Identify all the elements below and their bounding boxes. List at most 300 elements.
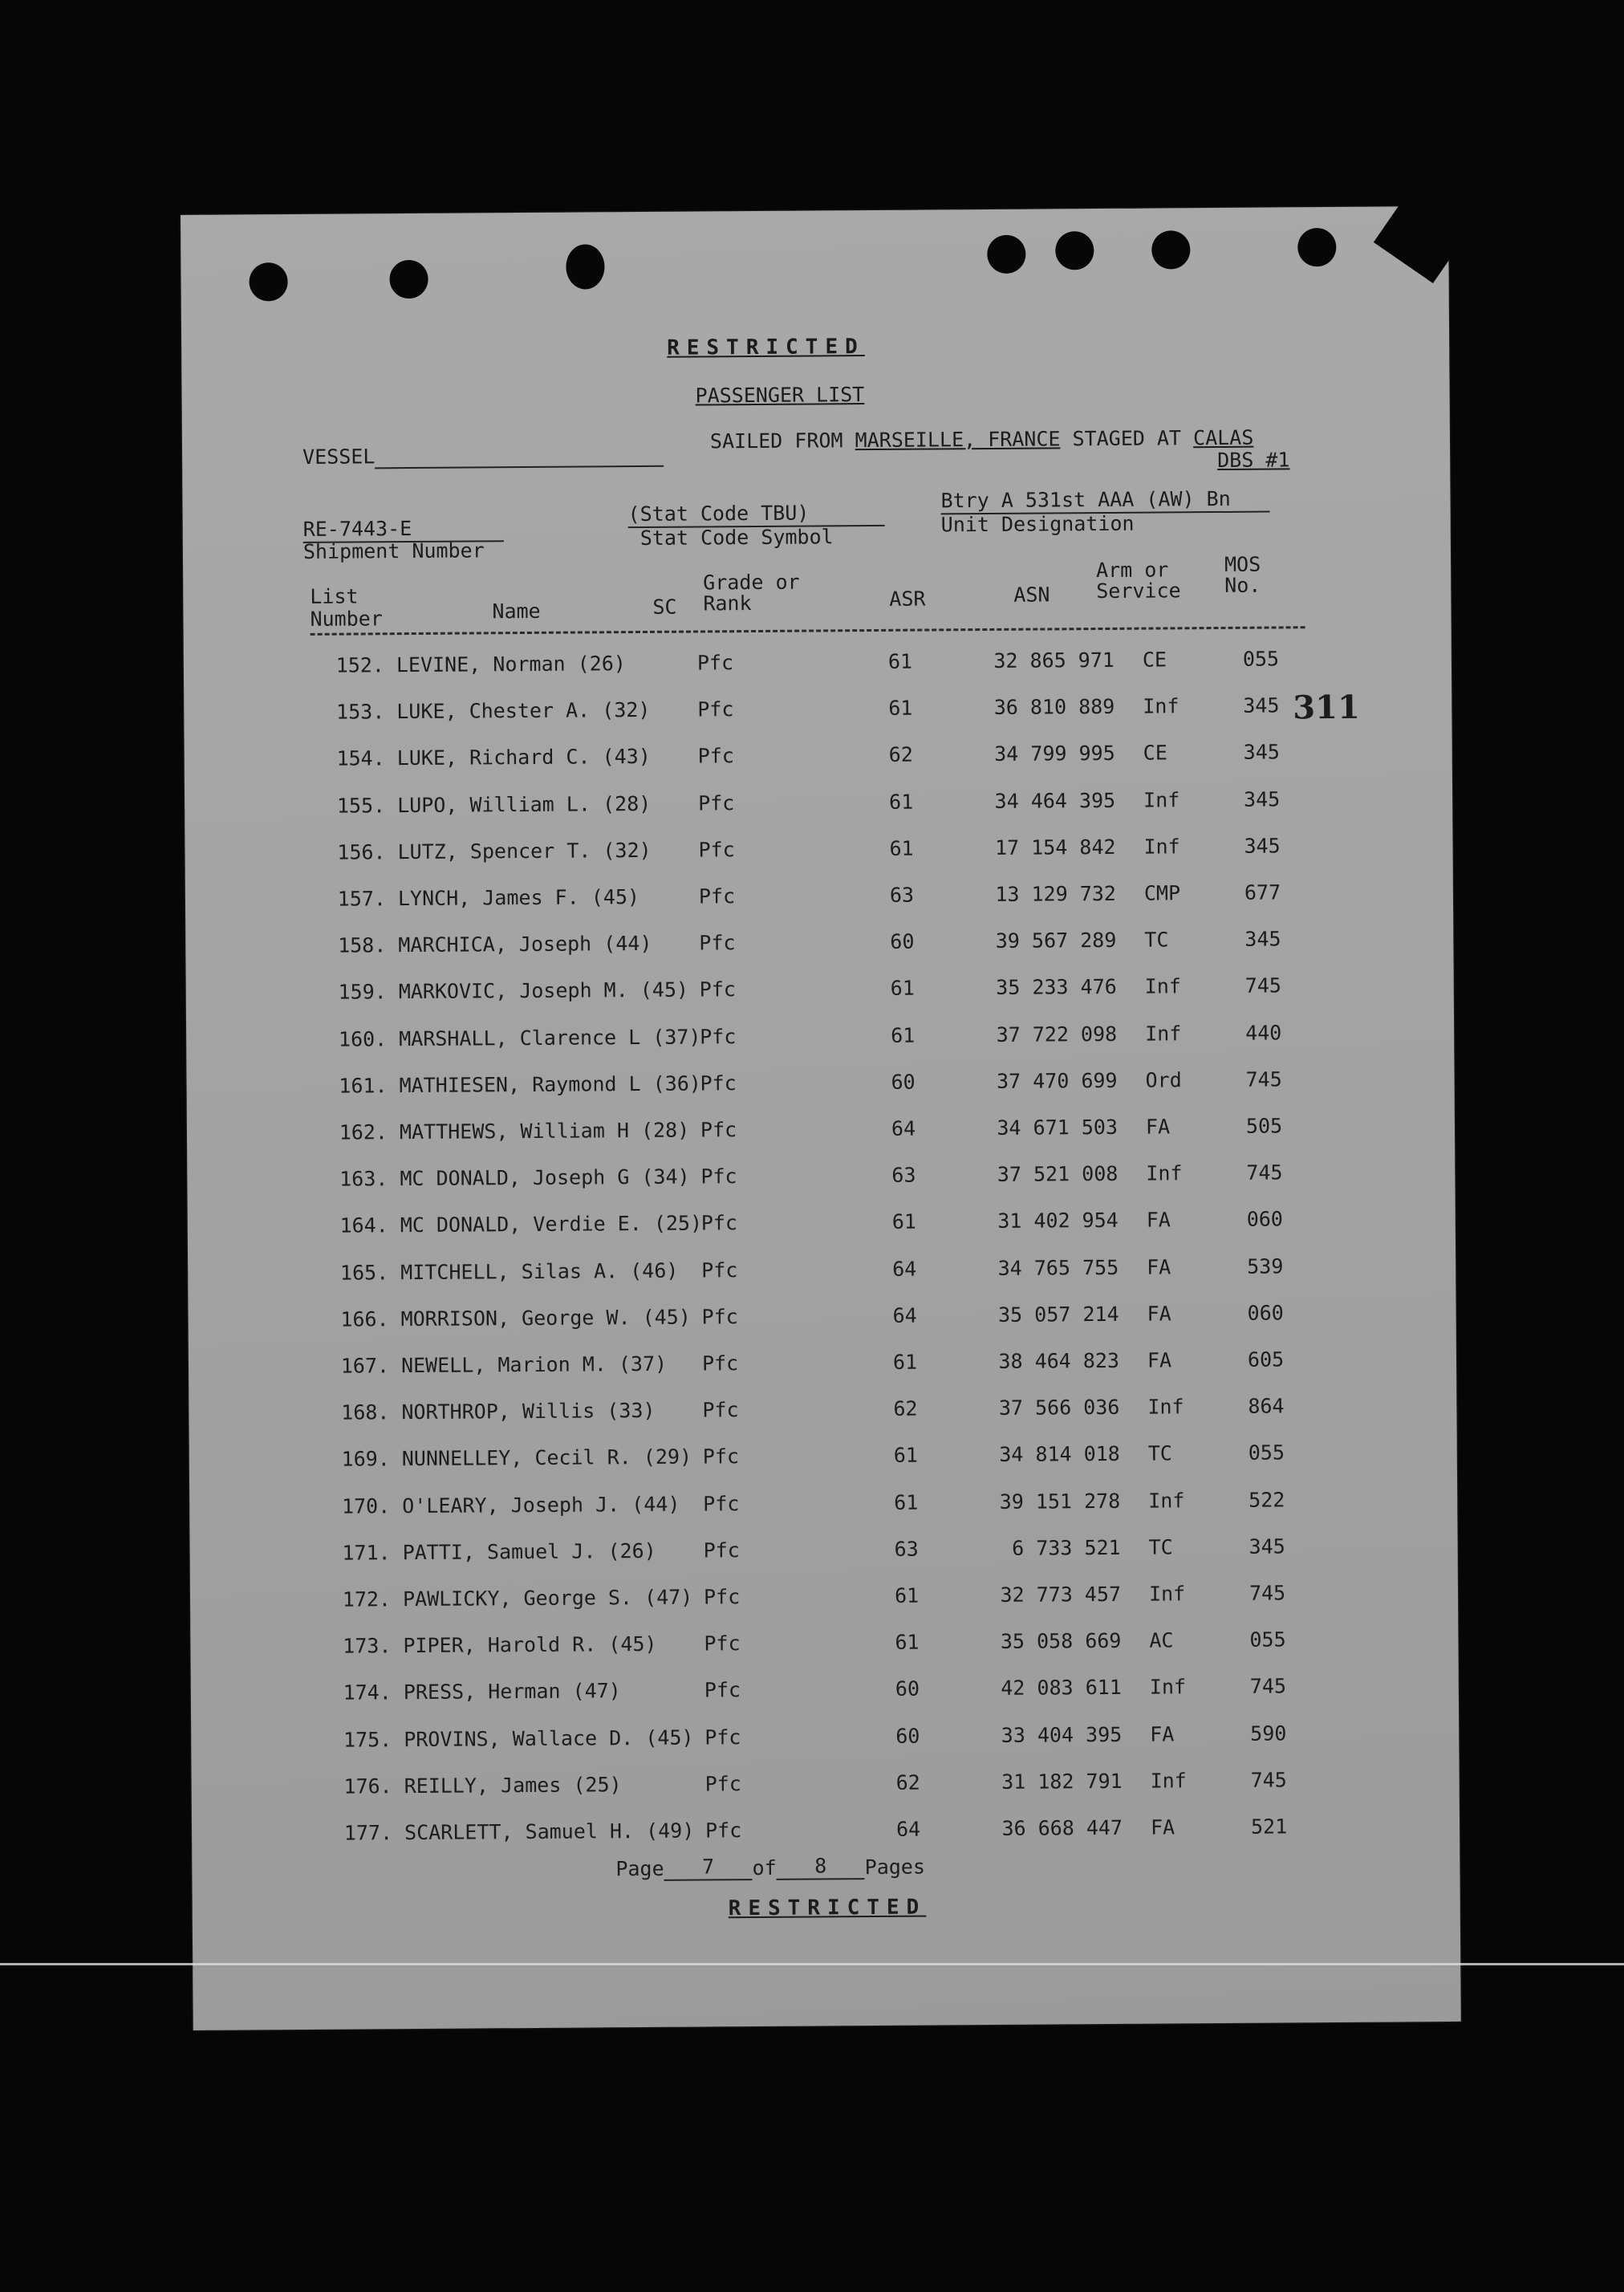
staged-at-label: STAGED AT: [1072, 426, 1182, 451]
punch-hole: [1297, 228, 1336, 266]
sc-value: (44): [631, 1492, 680, 1517]
arm-service: TC: [1147, 1441, 1173, 1465]
mos-number: 521: [1250, 1814, 1288, 1839]
table-row: [189, 1487, 1393, 1527]
asn-value: 34 799 995: [994, 741, 1115, 766]
col-list-header-1: List: [310, 584, 359, 608]
mos-number: 605: [1247, 1347, 1285, 1372]
asn-value: 36 668 447: [1001, 1815, 1123, 1840]
arm-service: Inf: [1148, 1489, 1185, 1513]
list-number: 152.: [335, 653, 385, 677]
arm-service: Inf: [1145, 1022, 1182, 1046]
name-sc-cell: [400, 1259, 678, 1285]
sc-value: (47): [572, 1679, 621, 1703]
table-row: [185, 787, 1388, 827]
arm-service: CMP: [1143, 881, 1181, 905]
sc-value: (37): [652, 1025, 701, 1049]
sc-value: (37): [618, 1351, 668, 1376]
passenger-name: MC DONALD, Verdie E.: [400, 1212, 642, 1237]
arm-service: Inf: [1147, 1395, 1184, 1419]
list-number: 164.: [339, 1213, 388, 1237]
grade-rank: Pfc: [699, 931, 736, 955]
sailed-from: [710, 426, 1254, 454]
asn-value: 13 129 732: [995, 881, 1117, 906]
mos-number: 864: [1248, 1394, 1285, 1418]
sc-value: (33): [607, 1398, 656, 1423]
sc-value: (34): [641, 1164, 690, 1189]
mos-number: 060: [1246, 1207, 1284, 1231]
grade-rank: Pfc: [701, 1351, 739, 1376]
table-row: [189, 1440, 1393, 1480]
page-label: Page: [615, 1856, 664, 1881]
name-sc-cell: [402, 1493, 680, 1518]
sc-value: (45): [591, 885, 640, 909]
table-row: [188, 1254, 1391, 1294]
sc-value: (46): [630, 1258, 679, 1283]
col-name-header: Name: [492, 599, 541, 624]
asn-value: 34 671 503: [997, 1115, 1119, 1140]
table-row: [184, 647, 1387, 687]
shipment-number-value: RE-7443-E: [303, 516, 504, 543]
list-number: 165.: [339, 1261, 389, 1285]
passenger-name: MARSHALL, Clarence L: [399, 1026, 641, 1051]
asr-value: 63: [891, 1163, 916, 1187]
arm-service: Inf: [1150, 1769, 1187, 1793]
table-row: [190, 1534, 1394, 1574]
grade-rank: Pfc: [704, 1772, 741, 1796]
name-sc-cell: [398, 885, 639, 911]
asn-value: 37 470 699: [996, 1068, 1118, 1093]
mos-number: 505: [1245, 1114, 1283, 1138]
asn-value: 35 058 669: [1000, 1628, 1122, 1653]
mos-number: 055: [1249, 1628, 1286, 1652]
document-page: [181, 206, 1461, 2030]
name-sc-cell: [399, 978, 688, 1005]
sailed-from-value: MARSEILLE, FRANCE: [855, 427, 1061, 453]
col-list-header-2: Number: [310, 607, 383, 631]
asn-value: 37 521 008: [997, 1161, 1119, 1186]
mos-number: 745: [1248, 1581, 1286, 1605]
mos-number: 345: [1244, 787, 1281, 811]
grade-rank: Pfc: [701, 1305, 738, 1329]
asn-value: 37 566 036: [998, 1395, 1120, 1420]
passenger-name: NUNNELLEY, Cecil R.: [401, 1445, 631, 1471]
arm-service: Inf: [1143, 694, 1179, 718]
name-sc-cell: [404, 1679, 621, 1705]
list-number: 162.: [339, 1120, 388, 1144]
arm-service: Inf: [1143, 835, 1180, 859]
table-row: [186, 1021, 1390, 1061]
mos-number: 345: [1243, 740, 1280, 764]
list-number: 166.: [340, 1307, 389, 1331]
passenger-name: PROVINS, Wallace D.: [404, 1726, 634, 1752]
asr-value: 63: [894, 1537, 919, 1561]
name-sc-cell: [401, 1399, 655, 1424]
asr-value: 64: [891, 1116, 916, 1140]
asn-value: 39 151 278: [999, 1489, 1121, 1514]
vessel-field: [302, 443, 664, 469]
arm-service: Inf: [1144, 974, 1181, 998]
asr-value: 61: [893, 1443, 919, 1467]
asr-value: 60: [895, 1724, 920, 1748]
sc-value: (43): [602, 744, 651, 769]
name-sc-cell: [400, 1119, 689, 1145]
grade-rank: Pfc: [703, 1538, 740, 1563]
asn-value: 34 464 395: [994, 788, 1116, 813]
vessel-blank: [376, 465, 664, 469]
list-number: 169.: [341, 1447, 390, 1471]
of-label: of: [752, 1855, 777, 1880]
list-number: 168.: [341, 1400, 390, 1424]
list-number: 170.: [341, 1494, 391, 1518]
arm-service: Ord: [1145, 1068, 1182, 1092]
mos-number: 345: [1244, 927, 1281, 951]
sc-value: (25): [573, 1773, 622, 1797]
sc-value: (32): [602, 697, 651, 722]
sc-value: (28): [640, 1118, 690, 1143]
shipment-number-label: Shipment Number: [302, 538, 485, 563]
grade-rank: Pfc: [704, 1725, 741, 1749]
grade-rank: Pfc: [697, 744, 734, 768]
unit-designation: [940, 487, 1269, 515]
stat-code-label: Stat Code Symbol: [639, 525, 834, 551]
name-sc-cell: [397, 839, 651, 864]
asn-value: 31 182 791: [1001, 1769, 1123, 1794]
grade-rank: Pfc: [704, 1678, 741, 1702]
table-row: [189, 1347, 1392, 1387]
table-row: [185, 880, 1389, 920]
name-sc-cell: [399, 1071, 701, 1098]
passenger-name: PATTI, Samuel J.: [402, 1539, 596, 1565]
col-mos-header-1: MOS: [1224, 552, 1261, 576]
passenger-name: MARCHICA, Joseph: [398, 932, 592, 957]
page-total: 8: [777, 1854, 865, 1880]
sc-value: (36): [652, 1071, 701, 1095]
punch-hole: [1151, 230, 1190, 269]
asn-value: 32 773 457: [1000, 1582, 1122, 1607]
list-number: 163.: [339, 1167, 388, 1191]
asn-value: 32 865 971: [993, 648, 1114, 673]
arm-service: Inf: [1149, 1675, 1187, 1699]
name-sc-cell: [398, 932, 652, 957]
document-title: RESTRICTED: [667, 335, 865, 360]
asr-value: 61: [888, 696, 913, 720]
punch-hole: [389, 260, 428, 299]
grade-rank: Pfc: [700, 1071, 737, 1095]
name-sc-cell: [396, 652, 626, 677]
asn-value: 33 404 395: [1001, 1722, 1123, 1747]
arm-service: Inf: [1146, 1161, 1183, 1185]
passenger-name: PRESS, Herman: [403, 1679, 561, 1705]
arm-service: AC: [1149, 1628, 1174, 1652]
grade-rank: Pfc: [702, 1398, 739, 1422]
name-sc-cell: [403, 1586, 692, 1612]
name-sc-cell: [403, 1632, 656, 1658]
asr-value: 61: [894, 1583, 920, 1607]
passenger-name: PIPER, Harold R.: [403, 1632, 597, 1658]
list-number: 174.: [343, 1680, 392, 1705]
mos-number: 345: [1243, 693, 1280, 717]
asn-value: 17 154 842: [994, 835, 1116, 860]
asr-value: 61: [895, 1630, 920, 1654]
side-number: 311: [1293, 688, 1360, 727]
table-row: [191, 1721, 1395, 1761]
grade-rank: Pfc: [704, 1819, 742, 1843]
asn-value: 42 083 611: [1001, 1675, 1122, 1700]
passenger-name: MATHIESEN, Raymond L: [399, 1072, 641, 1098]
name-sc-cell: [401, 1352, 667, 1378]
vessel-label: VESSEL: [302, 445, 376, 469]
asr-value: 62: [895, 1770, 920, 1794]
col-asn-header: ASN: [1013, 583, 1050, 607]
passenger-name: LYNCH, James F.: [397, 885, 579, 911]
asr-value: 60: [890, 929, 915, 953]
table-row: [185, 740, 1388, 780]
asr-value: 61: [894, 1490, 919, 1514]
passenger-name: MC DONALD, Joseph G: [400, 1165, 630, 1191]
passenger-name: LEVINE, Norman: [396, 652, 566, 677]
list-number: 172.: [342, 1587, 392, 1611]
asn-value: 34 814 018: [999, 1441, 1120, 1466]
mos-number: 745: [1244, 973, 1281, 998]
col-grade-header-1: Grade or: [703, 570, 800, 595]
asr-value: 63: [889, 883, 915, 907]
sailed-from-label: SAILED FROM: [709, 429, 843, 453]
grade-rank: Pfc: [699, 977, 737, 1002]
mos-number: 522: [1248, 1488, 1285, 1512]
stat-code-value: (Stat Code TBU): [628, 501, 885, 528]
grade-rank: Pfc: [702, 1445, 740, 1469]
grade-rank: Pfc: [697, 697, 734, 721]
passenger-name: PAWLICKY, George S.: [402, 1586, 633, 1611]
grade-rank: Pfc: [703, 1585, 741, 1609]
mos-number: 745: [1249, 1674, 1287, 1698]
mos-number: 345: [1248, 1534, 1285, 1558]
name-sc-cell: [401, 1306, 691, 1332]
arm-service: CE: [1142, 648, 1167, 672]
grade-rank: Pfc: [700, 1164, 737, 1189]
table-row: [192, 1767, 1395, 1807]
torn-corner: [1374, 169, 1484, 283]
list-number: 154.: [336, 746, 385, 770]
passenger-name: MATTHEWS, William H: [399, 1119, 630, 1144]
stat-code: [628, 501, 885, 528]
col-arm-header-1: Arm or: [1096, 558, 1169, 583]
arm-service: FA: [1147, 1302, 1171, 1326]
asr-value: 64: [892, 1303, 917, 1327]
arm-service: CE: [1143, 741, 1167, 765]
asn-value: 31 402 954: [997, 1208, 1119, 1233]
table-row: [190, 1580, 1394, 1620]
arm-service: FA: [1147, 1348, 1172, 1372]
asr-value: 61: [892, 1350, 918, 1374]
arm-service: Inf: [1143, 788, 1180, 812]
asr-value: 61: [889, 836, 914, 860]
table-row: [188, 1206, 1391, 1246]
passenger-name: MARKOVIC, Joseph M.: [398, 978, 628, 1004]
passenger-name: NEWELL, Marion M.: [400, 1352, 607, 1378]
grade-rank: Pfc: [700, 1211, 738, 1235]
table-row: [192, 1814, 1395, 1854]
mos-number: 060: [1247, 1301, 1284, 1325]
passenger-name: LUTZ, Spencer T.: [397, 839, 591, 864]
sc-value: (32): [603, 838, 652, 863]
asr-value: 62: [888, 742, 913, 766]
staged-at-value-2: DBS #1: [1217, 448, 1290, 472]
sc-value: (28): [602, 791, 652, 816]
sc-value: (45): [642, 1305, 691, 1330]
passenger-name: LUPO, William L.: [397, 792, 591, 818]
name-sc-cell: [397, 745, 651, 770]
sc-value: (25): [653, 1211, 703, 1235]
sc-value: (44): [603, 931, 652, 956]
sc-value: (45): [645, 1725, 694, 1750]
mos-number: 677: [1244, 880, 1281, 904]
sc-value: (45): [639, 977, 689, 1002]
list-number: 177.: [343, 1821, 393, 1845]
list-number: 156.: [337, 840, 386, 864]
arm-service: FA: [1145, 1115, 1171, 1139]
list-number: 173.: [343, 1634, 392, 1658]
list-number: 176.: [343, 1774, 392, 1798]
col-grade-header-2: Rank: [703, 591, 752, 616]
asn-value: 37 722 098: [996, 1022, 1118, 1046]
name-sc-cell: [403, 1539, 656, 1565]
list-number: 158.: [338, 933, 387, 957]
arm-service: FA: [1150, 1815, 1175, 1839]
arm-service: FA: [1150, 1722, 1175, 1746]
col-arm-header-2: Service: [1096, 579, 1181, 603]
arm-service: Inf: [1148, 1582, 1186, 1606]
name-sc-cell: [400, 1211, 703, 1237]
grade-rank: Pfc: [700, 1118, 737, 1142]
table-row: [189, 1393, 1392, 1433]
grade-rank: Pfc: [698, 791, 735, 815]
asr-value: 64: [892, 1257, 917, 1281]
name-sc-cell: [399, 1025, 701, 1051]
asr-value: 60: [891, 1070, 916, 1094]
table-row: [186, 973, 1390, 1014]
passenger-name: NORTHROP, Willis: [401, 1399, 595, 1424]
name-sc-cell: [404, 1819, 694, 1846]
passenger-name: REILLY, James: [404, 1773, 562, 1798]
passenger-name: O'LEARY, Joseph J.: [402, 1493, 620, 1518]
asr-value: 61: [891, 1209, 916, 1233]
list-number: 159.: [338, 980, 387, 1004]
grade-rank: Pfc: [696, 651, 734, 675]
name-sc-cell: [404, 1773, 622, 1798]
table-row: [187, 1160, 1391, 1200]
arm-service: FA: [1146, 1208, 1171, 1232]
unit-designation-value: Btry A 531st AAA (AW) Bn: [940, 487, 1269, 515]
punch-hole: [566, 244, 604, 289]
passenger-name: MITCHELL, Silas A.: [400, 1259, 619, 1285]
sc-value: (47): [644, 1585, 693, 1610]
asr-value: 64: [895, 1817, 921, 1841]
asn-value: 35 233 476: [996, 974, 1117, 999]
punch-hole: [1055, 231, 1094, 270]
asr-value: 61: [889, 790, 914, 814]
name-sc-cell: [400, 1165, 689, 1192]
document-footer: RESTRICTED: [728, 1895, 927, 1921]
col-mos-header-2: No.: [1224, 573, 1261, 597]
punch-hole: [249, 262, 287, 301]
list-number: 167.: [340, 1354, 390, 1378]
grade-rank: Pfc: [700, 1025, 737, 1049]
grade-rank: Pfc: [701, 1258, 738, 1282]
asr-value: 61: [891, 1023, 916, 1047]
mos-number: 055: [1242, 647, 1280, 671]
table-row: [185, 834, 1388, 874]
staged-at-value: CALAS: [1192, 425, 1254, 450]
asn-value: 6 733 521: [1012, 1535, 1121, 1560]
passenger-name: SCARLETT, Samuel H.: [404, 1819, 635, 1845]
asr-value: 62: [893, 1396, 918, 1420]
document-subtitle: PASSENGER LIST: [695, 383, 865, 408]
name-sc-cell: [402, 1445, 692, 1472]
list-number: 160.: [338, 1027, 388, 1051]
mos-number: 745: [1246, 1160, 1283, 1185]
asr-value: 60: [895, 1676, 920, 1701]
unit-designation-label: Unit Designation: [940, 511, 1135, 537]
asn-value: 34 765 755: [997, 1255, 1119, 1280]
asn-value: 35 057 214: [997, 1302, 1119, 1327]
table-row: [185, 927, 1389, 967]
table-row: [191, 1673, 1395, 1713]
asr-value: 61: [890, 976, 915, 1000]
grade-rank: Pfc: [703, 1492, 740, 1516]
list-number: 175.: [343, 1728, 392, 1752]
mos-number: 345: [1244, 834, 1281, 858]
list-number: 171.: [342, 1541, 391, 1565]
arm-service: FA: [1147, 1255, 1171, 1279]
table-row: [186, 1067, 1390, 1107]
list-number: 155.: [336, 794, 386, 818]
name-sc-cell: [397, 792, 651, 818]
list-number: 153.: [336, 700, 385, 724]
mos-number: 440: [1245, 1021, 1282, 1045]
mos-number: 539: [1247, 1254, 1284, 1278]
pages-label: Pages: [864, 1855, 926, 1880]
sc-value: (45): [608, 1632, 657, 1656]
asn-value: 38 464 823: [998, 1348, 1120, 1373]
asr-value: 61: [887, 649, 913, 673]
scan-artifact-line: [0, 1963, 1624, 1965]
grade-rank: Pfc: [698, 884, 736, 908]
name-sc-cell: [396, 698, 650, 724]
sc-value: (26): [607, 1538, 656, 1563]
page-current: 7: [664, 1855, 753, 1881]
table-row: [184, 693, 1387, 734]
asn-value: 39 567 289: [995, 928, 1117, 953]
name-sc-cell: [404, 1726, 693, 1753]
table-row: [187, 1114, 1391, 1154]
asn-value: 36 810 889: [993, 694, 1115, 719]
punch-hole: [987, 235, 1025, 274]
arm-service: TC: [1144, 928, 1169, 952]
sc-value: (49): [646, 1819, 695, 1843]
arm-service: TC: [1148, 1535, 1173, 1559]
col-sc-header: SC: [652, 595, 677, 619]
passenger-name: LUKE, Richard C.: [396, 745, 591, 770]
col-asr-header: ASR: [889, 587, 926, 611]
list-number: 161.: [339, 1074, 388, 1098]
passenger-name: LUKE, Chester A.: [396, 698, 591, 724]
page-indicator: [615, 1854, 925, 1882]
table-row: [190, 1627, 1394, 1667]
sc-value: (29): [643, 1445, 692, 1469]
mos-number: 745: [1250, 1768, 1287, 1792]
